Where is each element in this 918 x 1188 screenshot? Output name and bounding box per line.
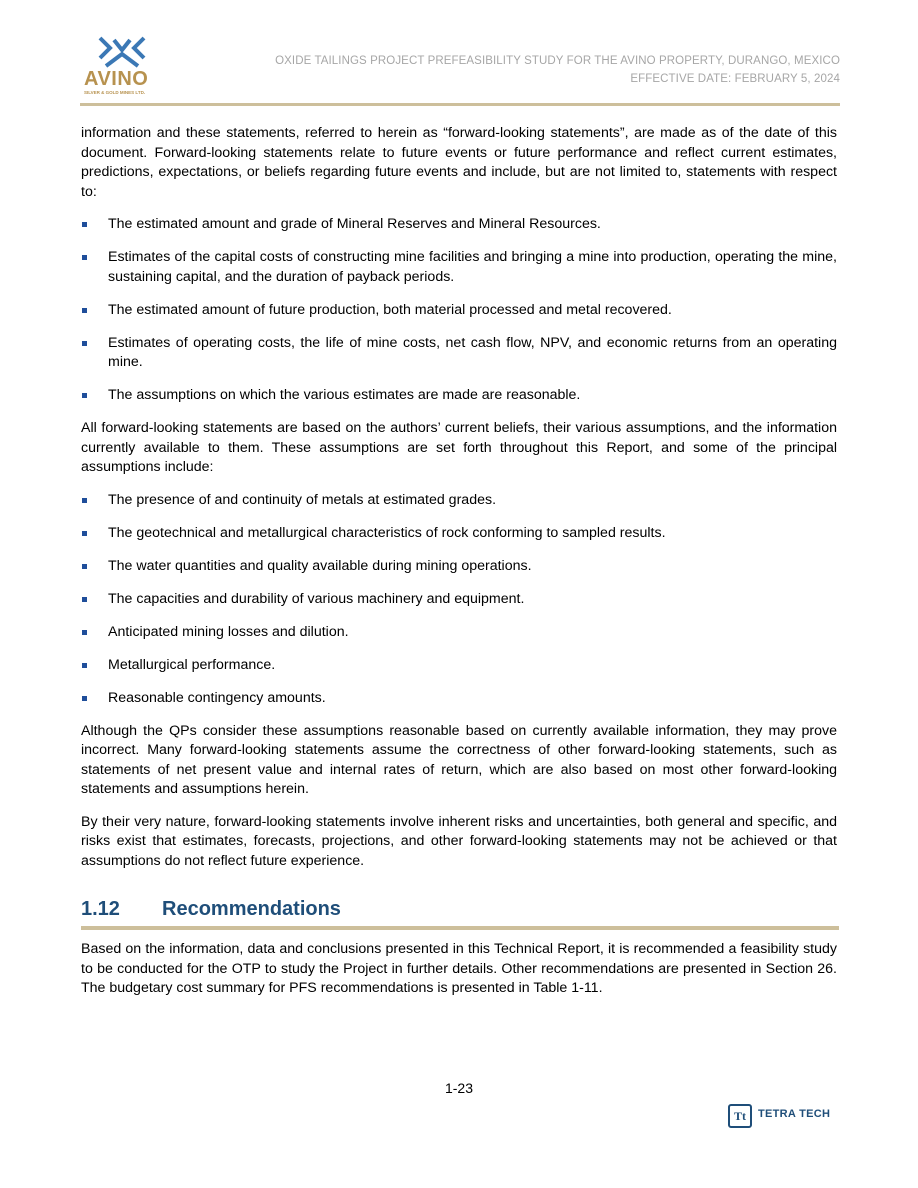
tetra-tech-wordmark: TETRA TECH — [758, 1108, 831, 1120]
risk-paragraph: By their very nature, forward-looking statements involve inherent risks and uncertainties, both general and specific, and risks exist that estimates, forecasts, projections, and other forward-looking statements may not be achieved or that assumptions do not reflect future experience. — [81, 813, 837, 869]
page-header — [80, 34, 840, 104]
section-title: Recommendations — [162, 898, 341, 920]
avino-logo — [80, 34, 160, 100]
list-item: Metallurgical performance. — [81, 656, 837, 676]
list-item: The geotechnical and metallurgical characteristics of rock conforming to sampled results. — [81, 524, 837, 544]
bullet-icon — [82, 255, 87, 260]
section-divider — [81, 926, 839, 930]
body-content — [81, 124, 837, 884]
list-item: The presence of and continuity of metals at estimated grades. — [81, 491, 837, 511]
list-item: Estimates of operating costs, the life of mine costs, net cash flow, NPV, and economic returns from an operating mine. — [81, 334, 837, 373]
list-item: Estimates of the capital costs of constructing mine facilities and bringing a mine into production, operating the mine, sustaining capital, and the duration of payback periods. — [81, 248, 837, 287]
bullet-icon — [82, 630, 87, 635]
assumptions-list — [81, 491, 837, 709]
header-text — [275, 52, 840, 88]
list-item: The capacities and durability of various machinery and equipment. — [81, 590, 837, 610]
bullet-icon — [82, 393, 87, 398]
section-number: 1.12 — [81, 898, 120, 920]
logo-subtext: SILVER & GOLD MINES LTD. — [84, 90, 146, 95]
bullet-icon — [82, 498, 87, 503]
intro-paragraph: information and these statements, referred to herein as “forward-looking statements”, are made as of the date of this document. Forward-looking statements relate to future events or future performance and reflect current estimates, predictions, expectations, or beliefs regarding future events and include, but are not limited to, statements with respect to: — [81, 125, 837, 200]
logo-wordmark: AVINO — [84, 68, 149, 90]
header-divider — [80, 103, 840, 106]
bullet-icon — [82, 341, 87, 346]
bullet-icon — [82, 222, 87, 227]
page-number: 1-23 — [444, 1080, 474, 1096]
list-item: The assumptions on which the various estimates are made are reasonable. — [81, 386, 837, 406]
tetra-tech-mark-icon: Tt — [728, 1104, 752, 1128]
bullet-icon — [82, 597, 87, 602]
bullet-icon — [82, 308, 87, 313]
recommendations-paragraph: Based on the information, data and conclusions presented in this Technical Report, it is recommended a feasibility study to be conducted for the OTP to study the Project in further details. Other recommendations are presented in Section 26. The budgetary cost summary for PFS recommendations is presented in Table 1-11. — [81, 941, 837, 996]
avino-emblem-icon — [92, 36, 152, 70]
qp-paragraph: Although the QPs consider these assumptions reasonable based on currently available information, they may prove incorrect. Many forward-looking statements assume the correctness of other forward-looking statements, such as statements of net present value and internal rates of return, which are also based on most other forward-looking statements and assumptions herein. — [81, 722, 837, 797]
bullet-icon — [82, 564, 87, 569]
list-item: The water quantities and quality available during mining operations. — [81, 557, 837, 577]
assumptions-paragraph: All forward-looking statements are based on the authors’ current beliefs, their various assumptions, and the information currently available to them. These assumptions are set forth throughout this Report, and some of the principal assumptions include: — [81, 420, 837, 475]
bullet-icon — [82, 663, 87, 668]
list-item: The estimated amount of future production, both material processed and metal recovered. — [81, 301, 837, 321]
bullet-icon — [82, 531, 87, 536]
list-item: The estimated amount and grade of Mineral Reserves and Mineral Resources. — [81, 215, 837, 235]
report-title: OXIDE TAILINGS PROJECT PREFEASIBILITY STUDY FOR THE AVINO PROPERTY, DURANGO, MEXICO — [275, 55, 840, 67]
list-item: Reasonable contingency amounts. — [81, 689, 837, 709]
effective-date: EFFECTIVE DATE: FEBRUARY 5, 2024 — [630, 73, 840, 85]
bullet-icon — [82, 696, 87, 701]
statements-list — [81, 215, 837, 406]
list-item: Anticipated mining losses and dilution. — [81, 623, 837, 643]
